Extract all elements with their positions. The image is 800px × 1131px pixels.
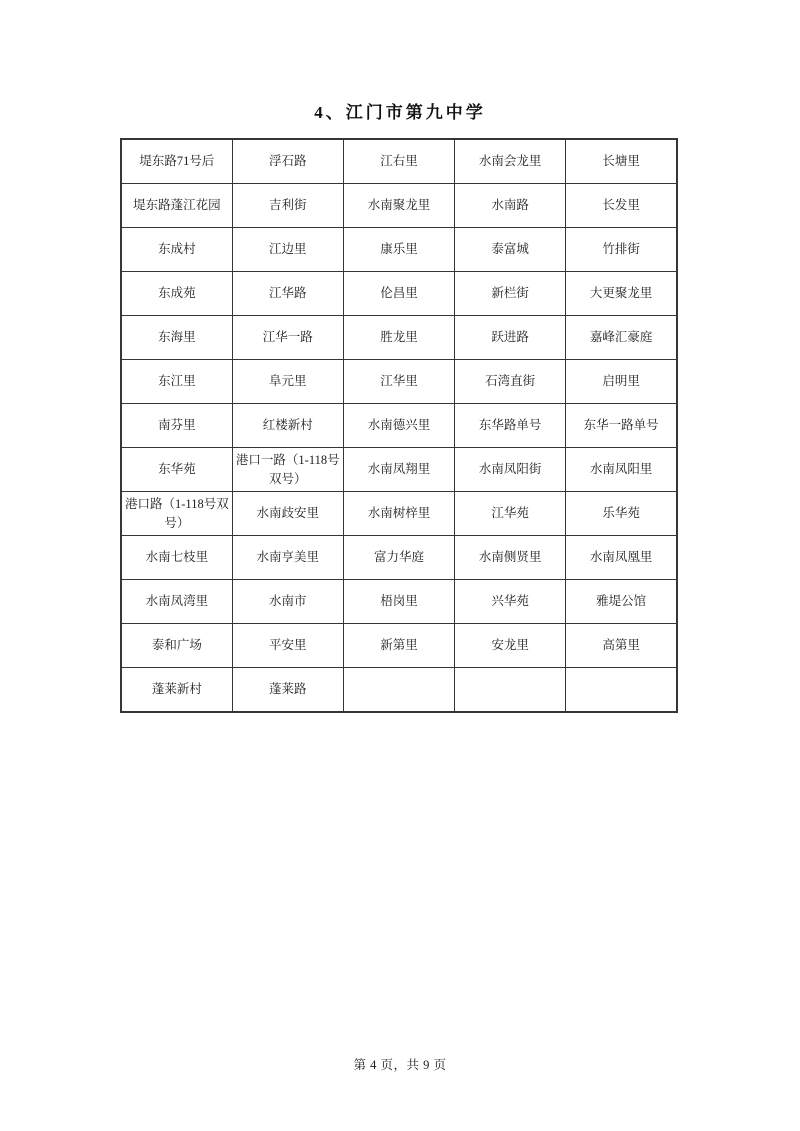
- table-cell: 泰富城: [455, 228, 566, 272]
- table-cell: 水南树梓里: [343, 492, 454, 536]
- table-cell: 水南会龙里: [455, 139, 566, 184]
- page-footer: 第 4 页，共 9 页: [353, 1058, 447, 1072]
- table-cell: 江华路: [232, 272, 343, 316]
- table-cell: 蓬莱新村: [121, 668, 232, 713]
- table-row: [121, 316, 677, 360]
- table-cell: 大更聚龙里: [566, 272, 677, 316]
- table-cell: 安龙里: [455, 624, 566, 668]
- table-cell: 东成苑: [121, 272, 232, 316]
- table-cell: 新栏街: [455, 272, 566, 316]
- table-cell: 长发里: [566, 184, 677, 228]
- table-cell: 水南侧贤里: [455, 536, 566, 580]
- table-cell: 康乐里: [343, 228, 454, 272]
- table-cell: 水南歧安里: [232, 492, 343, 536]
- table-row: [121, 448, 677, 492]
- page-title: 4、江门市第九中学: [314, 103, 486, 122]
- table-cell: 蓬莱路: [232, 668, 343, 713]
- table-cell: 浮石路: [232, 139, 343, 184]
- table-row: [121, 272, 677, 316]
- address-table-body: [121, 139, 677, 712]
- table-cell: 水南凤湾里: [121, 580, 232, 624]
- table-cell: 堤东路蓬江花园: [121, 184, 232, 228]
- table-cell: 跃进路: [455, 316, 566, 360]
- table-cell: 长塘里: [566, 139, 677, 184]
- table-row: [121, 624, 677, 668]
- table-cell: 雅堤公馆: [566, 580, 677, 624]
- table-row: [121, 404, 677, 448]
- table-row: [121, 492, 677, 536]
- table-cell: 伦昌里: [343, 272, 454, 316]
- table-row: [121, 580, 677, 624]
- table-cell: 平安里: [232, 624, 343, 668]
- table-cell: 阜元里: [232, 360, 343, 404]
- table-cell: 泰和广场: [121, 624, 232, 668]
- table-cell: 乐华苑: [566, 492, 677, 536]
- table-cell: 水南凤阳里: [566, 448, 677, 492]
- table-cell: 胜龙里: [343, 316, 454, 360]
- table-cell: [343, 668, 454, 713]
- table-cell: 新第里: [343, 624, 454, 668]
- table-cell: 南芬里: [121, 404, 232, 448]
- table-cell: 嘉峰汇豪庭: [566, 316, 677, 360]
- table-cell: 兴华苑: [455, 580, 566, 624]
- table-cell: 梧岗里: [343, 580, 454, 624]
- table-cell: 东华苑: [121, 448, 232, 492]
- table-cell: 启明里: [566, 360, 677, 404]
- table-cell: 水南路: [455, 184, 566, 228]
- table-cell: 水南聚龙里: [343, 184, 454, 228]
- table-cell: 东海里: [121, 316, 232, 360]
- table-cell: 石湾直街: [455, 360, 566, 404]
- table-cell: 水南凤凰里: [566, 536, 677, 580]
- table-cell: 东成村: [121, 228, 232, 272]
- table-cell: 港口路（1-118号双号）: [121, 492, 232, 536]
- table-cell: 水南亨美里: [232, 536, 343, 580]
- table-row: [121, 536, 677, 580]
- table-row: [121, 184, 677, 228]
- table-row: [121, 360, 677, 404]
- table-cell: 高第里: [566, 624, 677, 668]
- table-cell: 东江里: [121, 360, 232, 404]
- table-row: [121, 668, 677, 713]
- table-cell: 富力华庭: [343, 536, 454, 580]
- table-cell: 堤东路71号后: [121, 139, 232, 184]
- table-cell: 东华一路单号: [566, 404, 677, 448]
- table-cell: 江华一路: [232, 316, 343, 360]
- table-cell: 吉利街: [232, 184, 343, 228]
- table-cell: 江右里: [343, 139, 454, 184]
- table-cell: 东华路单号: [455, 404, 566, 448]
- table-cell: 竹排街: [566, 228, 677, 272]
- table-cell: 水南凤阳街: [455, 448, 566, 492]
- table-cell: 水南凤翔里: [343, 448, 454, 492]
- table-cell: 港口一路（1-118号双号）: [232, 448, 343, 492]
- table-row: [121, 139, 677, 184]
- table-cell: [455, 668, 566, 713]
- table-cell: 江边里: [232, 228, 343, 272]
- table-cell: 水南七枝里: [121, 536, 232, 580]
- address-table: [120, 138, 678, 713]
- table-cell: 江华里: [343, 360, 454, 404]
- table-cell: 水南市: [232, 580, 343, 624]
- table-cell: 水南德兴里: [343, 404, 454, 448]
- table-row: [121, 228, 677, 272]
- table-cell: [566, 668, 677, 713]
- table-cell: 红楼新村: [232, 404, 343, 448]
- table-cell: 江华苑: [455, 492, 566, 536]
